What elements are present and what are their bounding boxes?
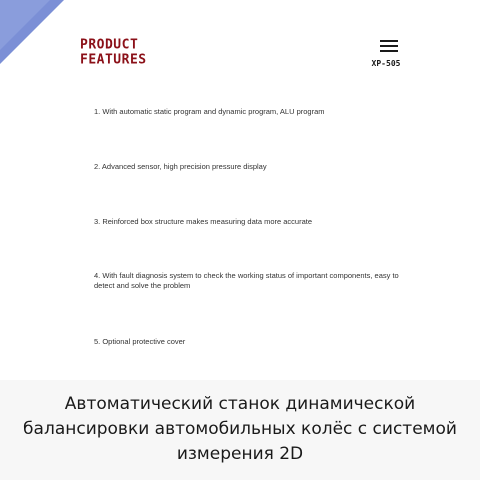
menu-bar-bottom — [380, 50, 398, 52]
feature-item-4: 4. With fault diagnosis system to check the working status of important components, easy to detect and solve the problem — [94, 271, 399, 290]
feature-item-1: 1. With automatic static program and dynamic program, ALU program — [94, 107, 325, 116]
brand-title-line-2: FEATURES — [80, 52, 147, 68]
hamburger-menu-icon[interactable] — [378, 38, 400, 54]
feature-item-3: 3. Reinforced box structure makes measuring data more accurate — [94, 217, 313, 226]
feature-item-5: 5. Optional protective cover — [94, 337, 186, 346]
brand-title — [80, 37, 170, 67]
menu-bar-top — [380, 40, 398, 42]
product-caption: Автоматический станок динамической балансировки автомобильных колёс с системой измерения 2D — [23, 394, 457, 464]
model-code-label: XP-505 — [371, 59, 401, 68]
page-header — [0, 0, 480, 80]
feature-item-2: 2. Advanced sensor, high precision pressure display — [94, 162, 267, 171]
menu-bar-middle — [380, 45, 398, 47]
brand-title-line-1: PRODUCT — [80, 37, 139, 53]
